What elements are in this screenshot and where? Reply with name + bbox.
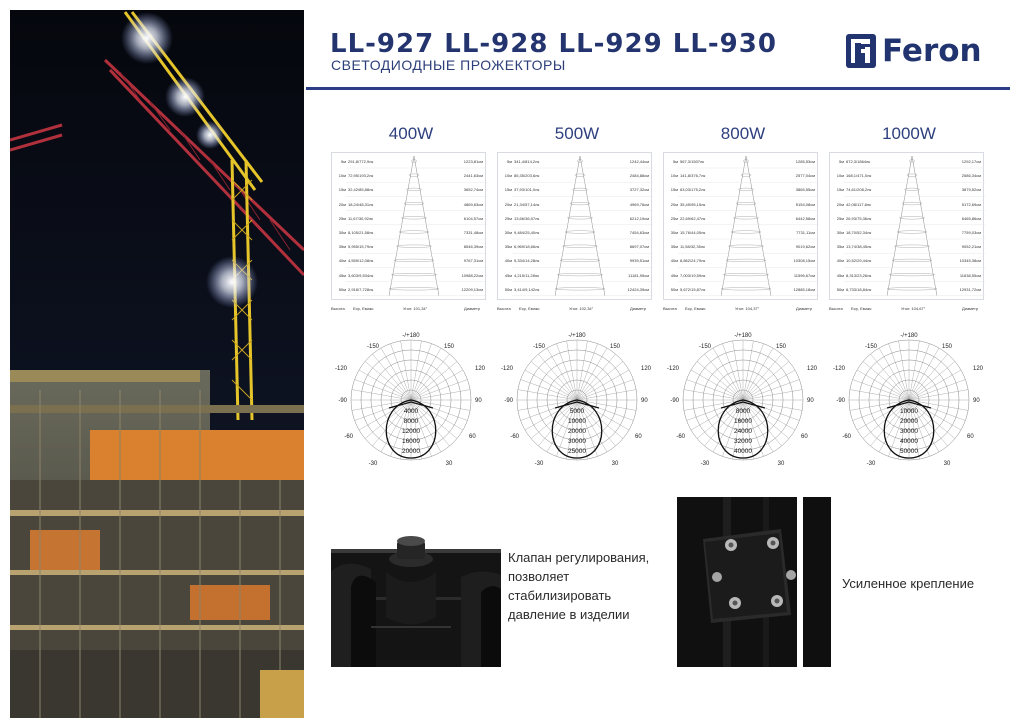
angle-label: -60 bbox=[344, 434, 353, 440]
cell-l: 2,918/7,728лк bbox=[348, 286, 374, 292]
light-table bbox=[829, 152, 984, 300]
cell-d: 12885,18см bbox=[793, 286, 815, 292]
angle-label: 120 bbox=[641, 366, 652, 372]
polar-svg bbox=[824, 327, 994, 471]
cell-h: 10м bbox=[338, 173, 346, 179]
cell-d: 3865,55см bbox=[795, 187, 815, 193]
cell-h: 25м bbox=[670, 215, 678, 221]
angle-label: 150 bbox=[775, 344, 787, 350]
intensity-label: 32000 bbox=[733, 438, 753, 445]
cell-l: 26,93/75,36лк bbox=[846, 215, 872, 221]
table-row bbox=[498, 240, 653, 253]
cell-l: 11,67/30,92лк bbox=[348, 215, 373, 221]
table-row bbox=[664, 169, 819, 182]
cell-d: 10345,38см bbox=[959, 258, 981, 264]
cell-d: 11596,67см bbox=[793, 272, 815, 278]
cell-l: 8,105/21,58лк bbox=[348, 230, 374, 235]
cell-h: 40м bbox=[670, 258, 678, 264]
cell-h: 50м bbox=[338, 286, 346, 292]
cell-l: 11,58/32,35лк bbox=[680, 244, 705, 250]
cell-d: 12424,39см bbox=[627, 286, 649, 292]
cell-h: 15м bbox=[504, 187, 512, 193]
cell-h: 25м bbox=[338, 215, 346, 221]
angle-label: -120 bbox=[666, 366, 679, 372]
table-row bbox=[830, 240, 985, 253]
cell-d: 1292,17см bbox=[961, 159, 981, 164]
intensity-label: 4000 bbox=[403, 408, 419, 415]
intensity-label: 10000 bbox=[567, 418, 587, 425]
cell-h: 45м bbox=[504, 272, 512, 278]
footer-h: Высота bbox=[497, 306, 511, 311]
table-row bbox=[332, 240, 487, 253]
intensity-label: 20000 bbox=[401, 448, 421, 455]
cell-l: 567,3/1507лк bbox=[680, 159, 705, 164]
cell-d: 12209,13см bbox=[461, 286, 483, 292]
polar-diagram bbox=[824, 327, 994, 471]
footer-a: Угол: 102,34° bbox=[569, 306, 594, 311]
intensity-label: 12000 bbox=[401, 428, 421, 435]
angle-label: -/+180 bbox=[734, 333, 752, 339]
cell-h: 20м bbox=[670, 201, 678, 207]
table-row bbox=[332, 183, 487, 196]
cell-h: 20м bbox=[338, 201, 346, 207]
table-footer bbox=[497, 306, 657, 314]
cell-h: 30м bbox=[670, 230, 678, 235]
cell-l: 6,733/18,84лк bbox=[846, 286, 872, 292]
footer-d: Диаметр bbox=[796, 306, 813, 311]
cell-h: 45м bbox=[670, 272, 678, 278]
cell-d: 6104,57см bbox=[463, 215, 483, 221]
table-row bbox=[498, 254, 653, 267]
table-row bbox=[664, 254, 819, 267]
cell-d: 11638,55см bbox=[959, 272, 981, 278]
table-row bbox=[664, 240, 819, 253]
footer-d: Диаметр bbox=[630, 306, 647, 311]
table-row bbox=[830, 198, 985, 211]
cell-d: 3727,32см bbox=[629, 187, 649, 193]
cell-l: 85,35/203,6лк bbox=[514, 173, 540, 179]
cell-l: 35,45/95,15лк bbox=[680, 201, 706, 207]
cell-d: 5172,69см bbox=[961, 201, 981, 207]
cell-d: 7731,11см bbox=[796, 230, 815, 235]
angle-label: -60 bbox=[842, 434, 851, 440]
cell-d: 4869,63см bbox=[463, 201, 483, 207]
table-row bbox=[332, 198, 487, 211]
angle-label: -150 bbox=[698, 344, 712, 350]
table-row bbox=[332, 226, 487, 239]
cell-d: 2577,04см bbox=[795, 173, 815, 179]
cell-l: 74,61/208,2лк bbox=[846, 187, 872, 193]
angle-label: 60 bbox=[635, 434, 642, 440]
angle-label: -150 bbox=[366, 344, 380, 350]
intensity-label: 10000 bbox=[899, 408, 919, 415]
cell-d: 1242,44см bbox=[629, 159, 649, 164]
table-row bbox=[332, 155, 487, 168]
table-row bbox=[830, 269, 985, 282]
angle-label: -90 bbox=[338, 398, 347, 404]
angle-label: -150 bbox=[864, 344, 878, 350]
cell-d: 1285,53см bbox=[795, 159, 815, 164]
table-row bbox=[498, 183, 653, 196]
table-row bbox=[664, 155, 819, 168]
construction-site-photo bbox=[10, 10, 304, 718]
angle-label: -90 bbox=[836, 398, 845, 404]
cell-h: 5м bbox=[673, 159, 678, 164]
watt-500: 500W bbox=[554, 124, 600, 143]
polar-diagram bbox=[492, 327, 662, 471]
intensity-label: 40000 bbox=[899, 438, 919, 445]
cell-l: 10,52/29,44лк bbox=[846, 258, 872, 264]
intensity-label: 50000 bbox=[899, 448, 919, 455]
cell-l: 6,969/18,66лк bbox=[514, 244, 540, 250]
feron-logo-icon bbox=[846, 34, 876, 68]
cell-h: 5м bbox=[839, 159, 844, 164]
cell-d: 6465,86см bbox=[961, 215, 981, 221]
cell-l: 672,3/1864лк bbox=[846, 159, 871, 164]
cell-h: 40м bbox=[338, 258, 346, 264]
angle-label: -90 bbox=[504, 398, 513, 404]
cell-h: 40м bbox=[836, 258, 844, 264]
cell-h: 50м bbox=[504, 286, 512, 292]
table-row bbox=[332, 212, 487, 225]
cell-d: 6442,58см bbox=[795, 215, 815, 221]
light-table bbox=[497, 152, 652, 300]
angle-label: -60 bbox=[510, 434, 519, 440]
cell-h: 45м bbox=[338, 272, 346, 278]
intensity-label: 16000 bbox=[733, 418, 753, 425]
cell-d: 5154,08см bbox=[795, 201, 815, 207]
cell-h: 30м bbox=[504, 230, 512, 235]
table-row bbox=[830, 183, 985, 196]
construction-site-illustration bbox=[10, 10, 304, 718]
angle-label: 150 bbox=[941, 344, 953, 350]
cell-h: 35м bbox=[338, 244, 346, 250]
footer-a: Угол: 101,34° bbox=[403, 306, 428, 311]
table-row bbox=[664, 198, 819, 211]
cell-l: 18,24/48,31лк bbox=[348, 201, 374, 207]
polar-diagram bbox=[326, 327, 496, 471]
intensity-label: 8000 bbox=[403, 418, 419, 425]
angle-label: 30 bbox=[777, 461, 785, 467]
angle-label: 120 bbox=[475, 366, 486, 372]
mount-photo bbox=[663, 497, 831, 667]
cell-h: 15м bbox=[836, 187, 844, 193]
table-row bbox=[830, 283, 985, 296]
cell-d: 4969,76см bbox=[629, 201, 649, 207]
cell-d: 10308,15см bbox=[793, 258, 815, 264]
page-title: LL-927 LL-928 LL-929 LL-930 bbox=[330, 29, 777, 59]
table-row bbox=[332, 283, 487, 296]
angle-label: 120 bbox=[973, 366, 984, 372]
angle-label: 60 bbox=[967, 434, 974, 440]
table-row bbox=[830, 254, 985, 267]
cell-l: 4,559/12,08лк bbox=[348, 258, 374, 264]
table-row bbox=[830, 155, 985, 168]
polar-svg bbox=[326, 327, 496, 471]
intensity-label: 30000 bbox=[567, 438, 587, 445]
cell-h: 10м bbox=[504, 173, 512, 179]
cell-d: 8546,39см bbox=[463, 244, 483, 250]
cell-d: 7759,03см bbox=[961, 230, 981, 235]
reinforced-mount-illustration bbox=[663, 497, 831, 667]
table-row bbox=[498, 155, 653, 168]
cell-l: 72,95/193,2лк bbox=[348, 173, 374, 179]
table-row bbox=[332, 169, 487, 182]
cell-d: 9052,21см bbox=[961, 244, 981, 250]
intensity-label: 20000 bbox=[567, 428, 587, 435]
angle-label: 90 bbox=[807, 398, 814, 404]
footer-d: Диаметр bbox=[464, 306, 481, 311]
cell-l: 37,93/101,0лк bbox=[514, 187, 540, 193]
watt-1000: 1000W bbox=[882, 124, 936, 143]
cell-h: 5м bbox=[341, 159, 346, 164]
pressure-valve-illustration bbox=[331, 497, 501, 667]
mount-caption: Усиленное крепление bbox=[842, 576, 975, 591]
footer-h: Высота bbox=[663, 306, 677, 311]
angle-label: -/+180 bbox=[900, 333, 918, 339]
cell-l: 15,76/44,05лк bbox=[680, 230, 706, 235]
cell-d: 7454,63см bbox=[629, 230, 649, 235]
cell-l: 32,42/85,88лк bbox=[348, 187, 374, 193]
table-row bbox=[664, 269, 819, 282]
table-row bbox=[830, 169, 985, 182]
table-row bbox=[332, 254, 487, 267]
cell-l: 3,603/9,534лк bbox=[348, 272, 374, 278]
cell-d: 6212,19см bbox=[629, 215, 649, 221]
watt-800: 800W bbox=[720, 124, 766, 143]
page-subtitle: СВЕТОДИОДНЫЕ ПРОЖЕКТОРЫ bbox=[331, 57, 566, 73]
intensity-label: 5000 bbox=[569, 408, 585, 415]
footer-d: Диаметр bbox=[962, 306, 979, 311]
cell-h: 25м bbox=[504, 215, 512, 221]
cell-l: 341,4/814,2лк bbox=[514, 159, 540, 164]
table-row bbox=[498, 198, 653, 211]
cell-l: 3,414/9,142лк bbox=[514, 286, 540, 292]
cell-d: 2484,88см bbox=[629, 173, 649, 179]
cell-d: 3879,52см bbox=[961, 187, 981, 193]
brand-logo bbox=[846, 33, 982, 69]
table-row bbox=[332, 269, 487, 282]
footer-l: Еср, Емакс bbox=[685, 306, 706, 311]
table-row bbox=[830, 226, 985, 239]
light-table bbox=[663, 152, 818, 300]
cell-d: 2441,63см bbox=[463, 173, 483, 179]
cell-d: 2586,34см bbox=[961, 173, 981, 179]
cell-h: 35м bbox=[670, 244, 678, 250]
cell-d: 9767,31см bbox=[463, 258, 483, 264]
cell-l: 168,1/471,0лк bbox=[846, 173, 872, 179]
table-row bbox=[664, 183, 819, 196]
cell-l: 21,34/57,14лк bbox=[514, 201, 540, 207]
footer-a: Угол: 104,37° bbox=[735, 306, 760, 311]
table-row bbox=[830, 212, 985, 225]
cell-h: 35м bbox=[504, 244, 512, 250]
angle-label: 30 bbox=[611, 461, 619, 467]
table-row bbox=[664, 283, 819, 296]
cell-h: 35м bbox=[836, 244, 844, 250]
cell-d: 1223,81см bbox=[463, 159, 483, 164]
cell-h: 45м bbox=[836, 272, 844, 278]
angle-label: 90 bbox=[475, 398, 482, 404]
cell-l: 5,672/15,87лк bbox=[680, 286, 706, 292]
angle-label: 60 bbox=[469, 434, 476, 440]
cell-d: 9939,51см bbox=[629, 258, 649, 264]
cell-l: 7,003/19,59лк bbox=[680, 272, 706, 278]
table-row bbox=[664, 212, 819, 225]
brand-name: Feron bbox=[882, 33, 982, 69]
table-footer bbox=[663, 306, 823, 314]
angle-label: -/+180 bbox=[568, 333, 586, 339]
angle-label: 60 bbox=[801, 434, 808, 440]
valve-caption: Клапан регулирования, позволяет стабилизировать давление в изделии bbox=[508, 550, 650, 622]
cell-h: 5м bbox=[507, 159, 512, 164]
table-row bbox=[498, 283, 653, 296]
intensity-label: 20000 bbox=[899, 418, 919, 425]
angle-label: 30 bbox=[445, 461, 453, 467]
angle-label: -30 bbox=[700, 461, 710, 467]
cell-l: 8,313/23,26лк bbox=[846, 272, 872, 278]
cell-d: 7331,48см bbox=[463, 230, 483, 235]
polar-diagram bbox=[658, 327, 828, 471]
angle-label: -120 bbox=[832, 366, 845, 372]
angle-label: -30 bbox=[534, 461, 544, 467]
cell-h: 30м bbox=[338, 230, 346, 235]
table-row bbox=[498, 226, 653, 239]
angle-label: -/+180 bbox=[402, 333, 420, 339]
intensity-label: 16000 bbox=[401, 438, 421, 445]
cell-l: 291,8/772,9лк bbox=[348, 159, 374, 164]
cell-h: 10м bbox=[670, 173, 678, 179]
angle-label: -120 bbox=[500, 366, 513, 372]
table-footer bbox=[829, 306, 989, 314]
cell-l: 9,484/25,40лк bbox=[514, 230, 540, 235]
table-row bbox=[498, 169, 653, 182]
table-footer bbox=[331, 306, 491, 314]
angle-label: -90 bbox=[670, 398, 679, 404]
cell-h: 20м bbox=[836, 201, 844, 207]
header-divider bbox=[306, 87, 1010, 90]
table-row bbox=[498, 269, 653, 282]
angle-label: 120 bbox=[807, 366, 818, 372]
angle-label: 30 bbox=[943, 461, 951, 467]
intensity-label: 30000 bbox=[899, 428, 919, 435]
intensity-label: 25000 bbox=[567, 448, 587, 455]
cell-h: 10м bbox=[836, 173, 844, 179]
cell-l: 8,862/24,79лк bbox=[680, 258, 706, 264]
cell-l: 4,215/11,28лк bbox=[514, 272, 539, 278]
cell-h: 15м bbox=[338, 187, 346, 193]
footer-h: Высота bbox=[331, 306, 345, 311]
footer-l: Еср, Емакс bbox=[353, 306, 374, 311]
intensity-label: 40000 bbox=[733, 448, 753, 455]
footer-h: Высота bbox=[829, 306, 843, 311]
valve-photo bbox=[331, 497, 501, 667]
angle-label: 90 bbox=[973, 398, 980, 404]
angle-label: -30 bbox=[866, 461, 876, 467]
intensity-label: 24000 bbox=[733, 428, 753, 435]
table-row bbox=[664, 226, 819, 239]
cell-d: 12931,72см bbox=[959, 286, 981, 292]
watt-400: 400W bbox=[388, 124, 434, 143]
light-table bbox=[331, 152, 486, 300]
cell-h: 20м bbox=[504, 201, 512, 207]
cell-l: 18,70/52,34лк bbox=[846, 230, 872, 235]
angle-label: -30 bbox=[368, 461, 378, 467]
cell-d: 10988,22см bbox=[461, 272, 483, 278]
polar-svg bbox=[492, 327, 662, 471]
cell-d: 9019,62см bbox=[795, 244, 815, 250]
table-row bbox=[498, 212, 653, 225]
angle-label: 150 bbox=[443, 344, 455, 350]
cell-l: 141,8/376,7лк bbox=[680, 173, 706, 179]
footer-a: Угол: 104,67° bbox=[901, 306, 926, 311]
cell-l: 22,69/62,47лк bbox=[680, 215, 706, 221]
angle-label: 150 bbox=[609, 344, 621, 350]
cell-l: 42,08/117,8лк bbox=[846, 201, 871, 207]
cell-l: 13,66/36,57лк bbox=[514, 215, 540, 221]
cell-d: 8697,07см bbox=[629, 244, 649, 250]
cell-d: 11181,95см bbox=[628, 272, 649, 278]
cell-h: 15м bbox=[670, 187, 678, 193]
cell-h: 50м bbox=[836, 286, 844, 292]
footer-l: Еср, Емакс bbox=[519, 306, 540, 311]
angle-label: -60 bbox=[676, 434, 685, 440]
cell-l: 5,955/15,79лк bbox=[348, 244, 374, 250]
cell-l: 5,334/14,28лк bbox=[514, 258, 540, 264]
cell-l: 63,03/175,2лк bbox=[680, 187, 706, 193]
angle-label: -120 bbox=[334, 366, 347, 372]
cell-h: 50м bbox=[670, 286, 678, 292]
polar-svg bbox=[658, 327, 828, 471]
intensity-label: 8000 bbox=[735, 408, 751, 415]
cell-h: 30м bbox=[836, 230, 844, 235]
footer-l: Еср, Емакс bbox=[851, 306, 872, 311]
cell-h: 25м bbox=[836, 215, 844, 221]
angle-label: 90 bbox=[641, 398, 648, 404]
cell-d: 3652,74см bbox=[463, 187, 483, 193]
angle-label: -150 bbox=[532, 344, 546, 350]
cell-h: 40м bbox=[504, 258, 512, 264]
cell-l: 13,74/38,45лк bbox=[846, 244, 872, 250]
